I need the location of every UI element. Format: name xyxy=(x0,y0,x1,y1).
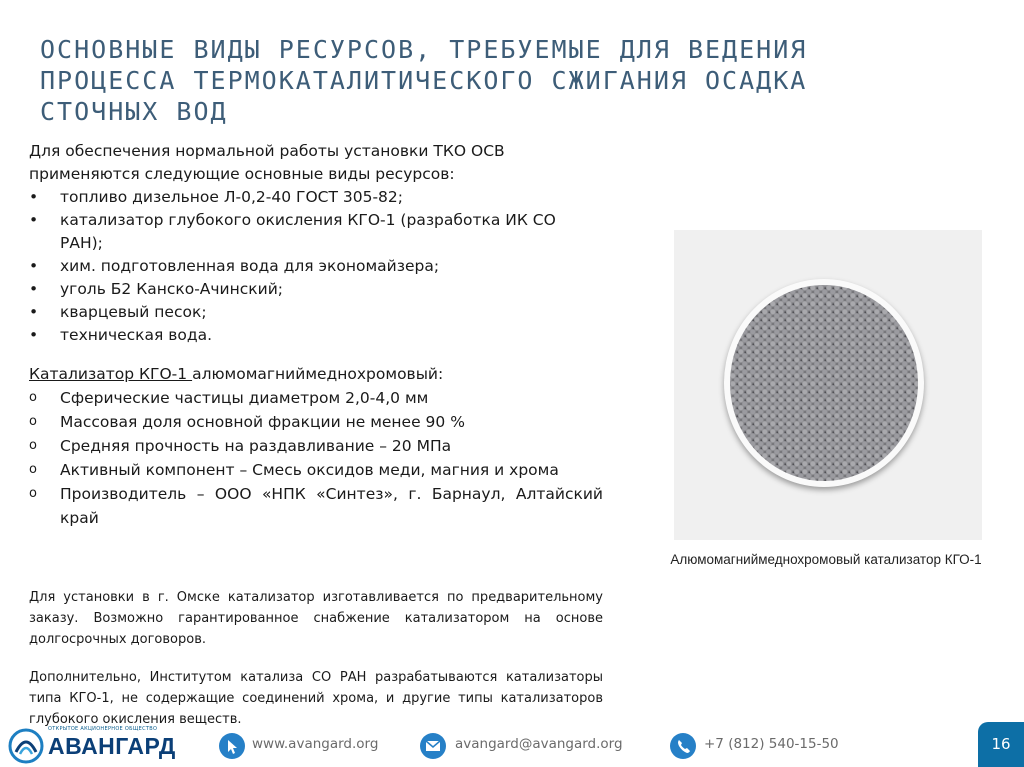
bullet-icon: • xyxy=(29,257,39,275)
list-item: o Массовая доля основной фракции не менее 90 % xyxy=(29,410,603,434)
footer xyxy=(0,722,1024,767)
list-item: • топливо дизельное Л-0,2-40 ГОСТ 305-82; xyxy=(29,186,603,209)
catalyst-properties-list xyxy=(29,386,603,530)
list-item: o Средняя прочность на раздавливание – 20 МПа xyxy=(29,434,603,458)
catalyst-photo xyxy=(674,230,982,540)
list-item: • хим. подготовленная вода для экономайзера; xyxy=(29,255,603,278)
phone-icon xyxy=(670,733,696,759)
email-link[interactable]: avangard@avangard.org xyxy=(455,736,623,752)
list-item: • техническая вода. xyxy=(29,324,603,347)
circle-bullet-icon: o xyxy=(29,462,37,477)
title-line: СТОЧНЫХ ВОД xyxy=(40,97,228,126)
page-number: 16 xyxy=(978,722,1024,767)
logo-emblem-icon xyxy=(8,728,44,764)
title-line: ПРОЦЕССА ТЕРМОКАТАЛИТИЧЕСКОГО СЖИГАНИЯ ОСАДКА xyxy=(40,66,808,95)
image-caption: Алюмомагниймеднохромовый катализатор КГО-1 xyxy=(670,552,982,567)
catalyst-beads xyxy=(730,285,918,481)
phone-number: +7 (812) 540-15-50 xyxy=(704,736,839,752)
additional-paragraph: Дополнительно, Институтом катализа СО РАН разрабатываются катализаторы типа КГО-1, не содержащие соединений хрома, и другие типы катализаторов глубокого окисления веществ. xyxy=(29,670,603,727)
list-item: o Производитель – ООО «НПК «Синтез», г. Барнаул, Алтайский край xyxy=(29,482,603,530)
intro-line: применяются следующие основные виды ресурсов: xyxy=(29,165,455,183)
circle-bullet-icon: o xyxy=(29,414,37,429)
list-item: o Активный компонент – Смесь оксидов меди, магния и хрома xyxy=(29,458,603,482)
circle-bullet-icon: o xyxy=(29,438,37,453)
intro-text xyxy=(29,140,603,186)
logo-name: АВАНГАРД xyxy=(48,733,176,759)
bullet-icon: • xyxy=(29,303,39,321)
list-item: • катализатор глубокого окисления КГО-1 (разработка ИК СО РАН); xyxy=(29,211,556,252)
bullet-icon: • xyxy=(29,326,39,344)
circle-bullet-icon: o xyxy=(29,486,37,501)
envelope-icon xyxy=(420,733,446,759)
resources-list xyxy=(29,186,603,347)
company-logo[interactable] xyxy=(8,726,180,764)
petri-dish xyxy=(724,279,924,487)
supply-paragraph: Для установки в г. Омске катализатор изготавливается по предварительному заказу. Возможно гарантированное снабжение катализатором на основе долгосрочных договоров. xyxy=(29,590,603,647)
list-item: • уголь Б2 Канско-Ачинский; xyxy=(29,278,603,301)
circle-bullet-icon: o xyxy=(29,390,37,405)
intro-line: Для обеспечения нормальной работы установки ТКО ОСВ xyxy=(29,142,505,160)
list-item: o Сферические частицы диаметром 2,0-4,0 мм xyxy=(29,386,603,410)
slide-title xyxy=(40,34,940,127)
bullet-icon: • xyxy=(29,211,39,229)
bullet-icon: • xyxy=(29,280,39,298)
title-line: ОСНОВНЫЕ ВИДЫ РЕСУРСОВ, ТРЕБУЕМЫЕ ДЛЯ ВЕДЕНИЯ xyxy=(40,35,808,64)
cursor-click-icon xyxy=(219,733,245,759)
bullet-icon: • xyxy=(29,188,39,206)
website-link[interactable]: www.avangard.org xyxy=(252,736,379,752)
list-item: • кварцевый песок; xyxy=(29,301,603,324)
catalyst-heading: Катализатор КГО-1 алюмомагниймеднохромовый: xyxy=(29,365,444,383)
main-content xyxy=(29,140,603,530)
logo-subtitle: ОТКРЫТОЕ АКЦИОНЕРНОЕ ОБЩЕСТВО xyxy=(48,726,158,732)
